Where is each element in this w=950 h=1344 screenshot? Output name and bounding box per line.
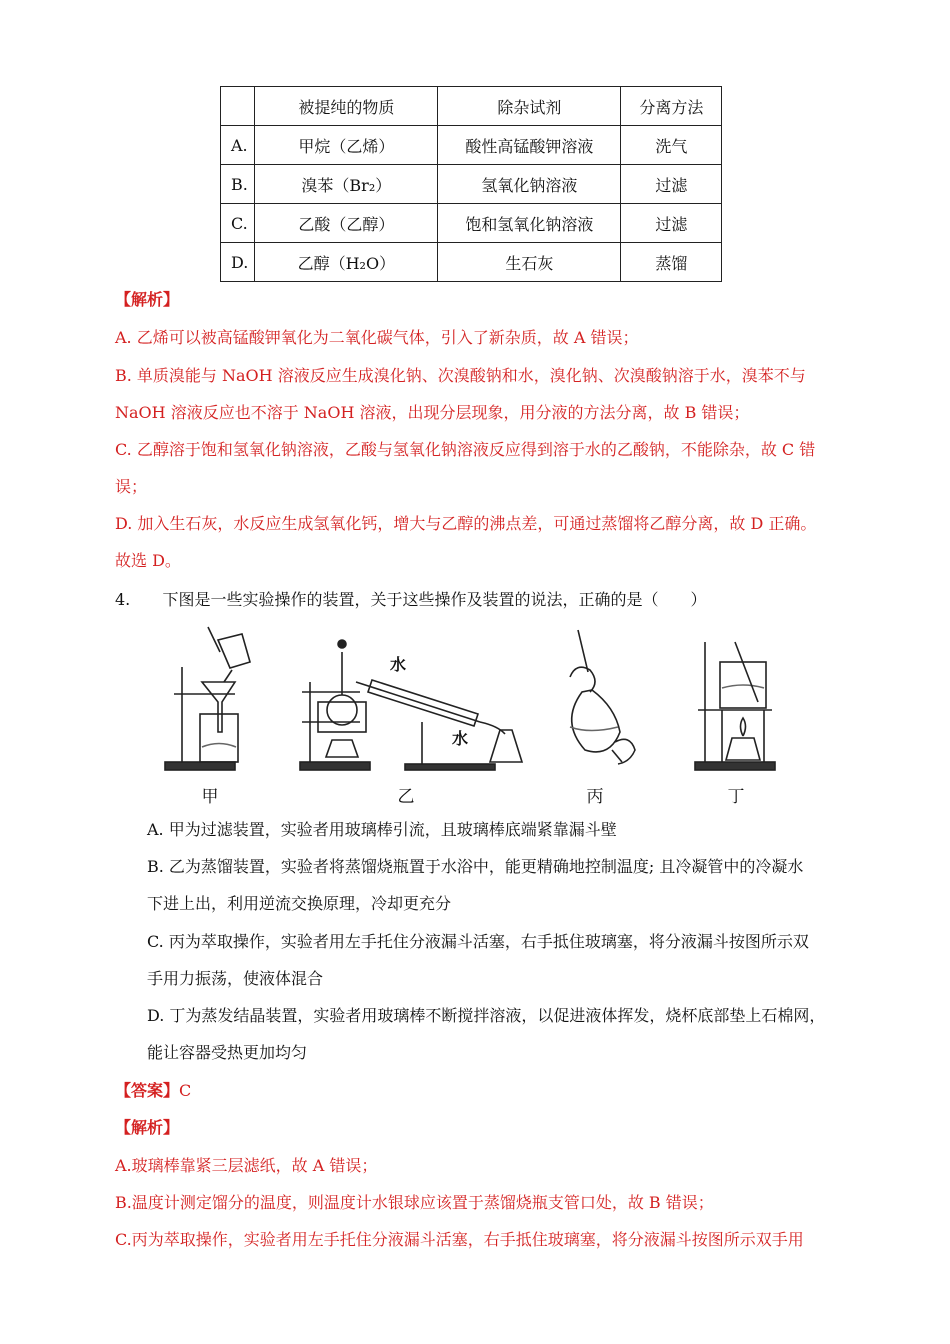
answer-value: C bbox=[179, 1081, 192, 1100]
apparatus-yi-distillation bbox=[300, 640, 522, 770]
table-header-cell: 被提纯的物质 bbox=[255, 87, 438, 126]
table-row bbox=[221, 204, 722, 243]
apparatus-bing-extraction bbox=[570, 630, 635, 764]
q3-analysis-heading: 【解析】 bbox=[115, 290, 180, 309]
option-d: D. 丁为蒸发结晶装置，实验者用玻璃棒不断搅拌溶液，以促进液体挥发，烧杯底部垫上石棉网， bbox=[147, 1006, 826, 1025]
apparatus-jia-filtration bbox=[165, 627, 250, 770]
option-b: B. 乙为蒸馏装置，实验者将蒸馏烧瓶置于水浴中，能更精确地控制温度; 且冷凝管中的冷凝水 bbox=[147, 857, 804, 876]
table-header-cell: 除杂试剂 bbox=[438, 87, 621, 126]
q4-stem bbox=[115, 589, 845, 611]
table-cell: B. bbox=[221, 165, 255, 204]
table-cell: 洗气 bbox=[621, 126, 722, 165]
table-cell: 甲烷（乙烯） bbox=[255, 126, 438, 165]
figure-label-ding: 丁 bbox=[727, 787, 745, 807]
q3-analysis-line: A. 乙烯可以被高锰酸钾氧化为二氧化碳气体，引入了新杂质，故 A 错误； bbox=[115, 328, 639, 347]
water-label-top: 水 bbox=[390, 655, 407, 674]
q4-analysis-line: B.温度计测定馏分的温度，则温度计水银球应该置于蒸馏烧瓶支管口处，故 B 错误； bbox=[115, 1193, 714, 1212]
table-row bbox=[221, 165, 722, 204]
figure-label-yi: 乙 bbox=[397, 787, 415, 807]
table-cell: 蒸馏 bbox=[621, 243, 722, 282]
q3-analysis-line: D. 加入生石灰，水反应生成氢氧化钙，增大与乙醇的沸点差，可通过蒸馏将乙醇分离，故 D 正确。 bbox=[115, 514, 817, 533]
table-cell: A. bbox=[221, 126, 255, 165]
table-cell: 生石灰 bbox=[438, 243, 621, 282]
table-header-cell: 分离方法 bbox=[621, 87, 722, 126]
table-cell: 乙醇（H₂O） bbox=[255, 243, 438, 282]
table-cell: 氢氧化钠溶液 bbox=[438, 165, 621, 204]
q4-analysis-line: A.玻璃棒靠紧三层滤纸，故 A 错误； bbox=[115, 1156, 378, 1175]
table-cell: C. bbox=[221, 204, 255, 243]
table-cell: 饱和氢氧化钠溶液 bbox=[438, 204, 621, 243]
q3-analysis-line: C. 乙醇溶于饱和氢氧化钠溶液，乙酸与氢氧化钠溶液反应得到溶于水的乙酸钠，不能除杂，故 C 错 bbox=[115, 440, 816, 459]
option-c: C. 丙为萃取操作，实验者用左手托住分液漏斗活塞，右手抵住玻璃塞，将分液漏斗按图所示双 bbox=[147, 932, 809, 951]
answer-line bbox=[115, 1080, 845, 1102]
table-cell: 溴苯（Br₂） bbox=[255, 165, 438, 204]
table-cell: 乙酸（乙醇） bbox=[255, 204, 438, 243]
lab-apparatus-figure bbox=[160, 622, 800, 777]
question-number: 4. bbox=[115, 590, 131, 609]
option-b-continued: 下进上出，利用逆流交换原理，冷却更充分 bbox=[147, 894, 452, 913]
table-cell: 过滤 bbox=[621, 165, 722, 204]
question-text: 下图是一些实验操作的装置，关于这些操作及装置的说法，正确的是（ ） bbox=[162, 590, 707, 609]
purification-table bbox=[220, 86, 722, 282]
q4-analysis-heading: 【解析】 bbox=[115, 1118, 180, 1137]
answer-label: 【答案】 bbox=[115, 1081, 180, 1100]
figure-label-jia: 甲 bbox=[201, 787, 219, 807]
q4-analysis-line: C.丙为萃取操作，实验者用左手托住分液漏斗活塞，右手抵住玻璃塞，将分液漏斗按图所示双手用 bbox=[115, 1230, 804, 1249]
apparatus-ding-evaporation bbox=[695, 642, 775, 770]
table-cell: D. bbox=[221, 243, 255, 282]
table-row bbox=[221, 243, 722, 282]
water-label-bottom: 水 bbox=[452, 729, 469, 748]
figure-label-bing: 丙 bbox=[586, 787, 604, 807]
table-cell: 酸性高锰酸钾溶液 bbox=[438, 126, 621, 165]
q3-analysis-line: NaOH 溶液反应也不溶于 NaOH 溶液，出现分层现象，用分液的方法分离，故 B 错误； bbox=[115, 403, 750, 422]
q3-analysis-line: 故选 D。 bbox=[115, 551, 181, 570]
option-a: A. 甲为过滤装置，实验者用玻璃棒引流，且玻璃棒底端紧靠漏斗壁 bbox=[147, 820, 617, 839]
table-row bbox=[221, 126, 722, 165]
q3-analysis-line: 误； bbox=[115, 477, 148, 496]
option-d-continued: 能让容器受热更加均匀 bbox=[147, 1043, 308, 1062]
q3-analysis-line: B. 单质溴能与 NaOH 溶液反应生成溴化钠、次溴酸钠和水，溴化钠、次溴酸钠溶于水，溴苯不与 bbox=[115, 366, 806, 385]
table-header-cell bbox=[221, 87, 255, 126]
option-c-continued: 手用力振荡，使液体混合 bbox=[147, 969, 324, 988]
table-header-row bbox=[221, 87, 722, 126]
table-cell: 过滤 bbox=[621, 204, 722, 243]
